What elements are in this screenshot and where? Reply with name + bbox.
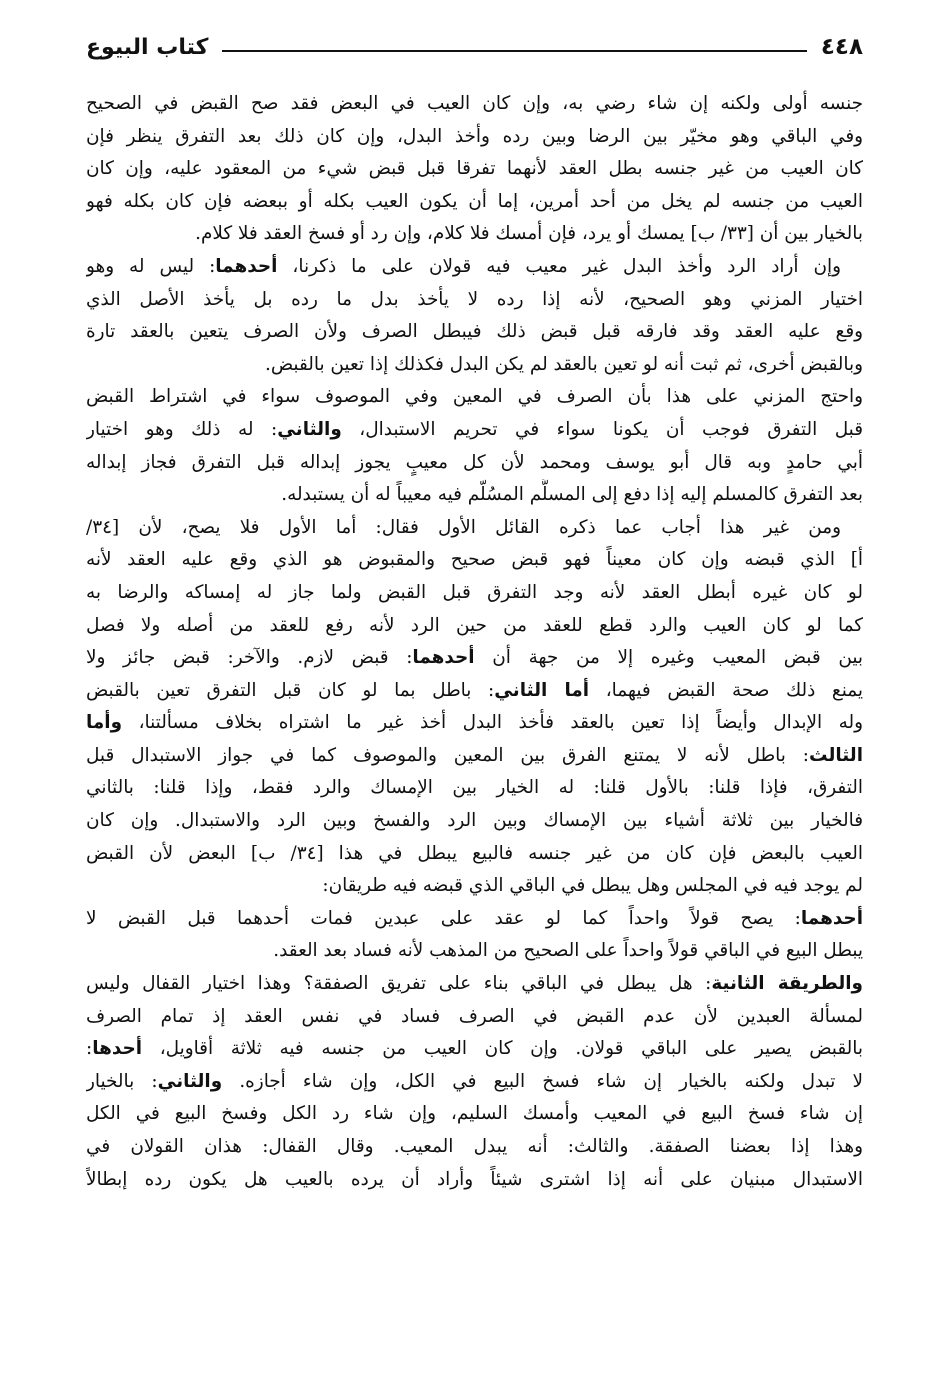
- text-line: [86, 1098, 863, 1131]
- line-text: كان العيب من غير جنسه بطل العقد لأنهما تفرقا قبل قبض شيء من المعقود عليه، وإن كان: [86, 158, 863, 180]
- line-text: وهذا إذا بعضنا الصفقة. والثالث: أنه يبدل المعيب. وقال القفال: هذان القولان في: [86, 1136, 863, 1157]
- text-line: [86, 414, 863, 447]
- line-text: بالقبض يصير على الباقي قولان. وإن كان العيب من جنسه فيه ثلاثة أقاويل،: [159, 1038, 863, 1060]
- bold-keyword: أحدهما: [215, 255, 278, 277]
- text-line: [86, 838, 863, 871]
- line-text: وفي الباقي وهو مخيّر بين الرضا وبين رده وأخذ البدل، وإن كان ذلك بعد التفرق ينظر فإن: [86, 125, 863, 147]
- bold-keyword: أحدهما: [800, 907, 863, 929]
- text-line: [86, 1033, 863, 1066]
- text-line: [86, 610, 863, 643]
- line-text: وإن أراد الرد وأخذ البدل غير معيب فيه قولان على ما ذكرنا،: [292, 255, 841, 277]
- line-text: لو كان غيره أبطل العقد لأنه وجد التفرق قبل القبض ولما جاز له إمساكه والرضا به: [86, 581, 863, 603]
- text-line: [86, 479, 863, 512]
- line-text-after: : باطل لأنه لا يمتنع الفرق بين المعين والموصوف كما في جواز الاستبدال قبل: [86, 744, 809, 766]
- page-number: ٤٤٨: [820, 34, 863, 60]
- bold-keyword: أما الثاني: [494, 679, 590, 701]
- text-line: [86, 870, 863, 903]
- text-line: [86, 1164, 863, 1197]
- text-line: [86, 772, 863, 805]
- bold-keyword: الثالث: [809, 744, 863, 766]
- text-line: [86, 349, 863, 382]
- book-title: كتاب البيوع: [86, 34, 209, 60]
- text-line: [86, 218, 863, 251]
- text-line: [86, 316, 863, 349]
- line-text-after: : له ذلك وهو اختيار: [86, 418, 278, 440]
- line-text: التفرق، فإذا قلنا: بالأول قلنا: له الخيار بين الإمساك والرد فقط، وإذا قلنا: بالثاني: [86, 777, 863, 799]
- line-text-after: : قبض لازم. والآخر: قبض جائز ولا: [86, 647, 413, 669]
- line-text-after: : باطل بما لو كان قبل التفرق تعين بالقبض: [86, 679, 495, 701]
- line-text-after: : ليس له وهو: [86, 255, 216, 277]
- line-text-after: :: [86, 1038, 93, 1060]
- text-line: [86, 805, 863, 838]
- line-text: الاستبدال مبنيان على أنه إذا اشترى شيئاً وأراد أن يرده بالعيب هل يكون رده إبطالاً: [86, 1168, 863, 1190]
- text-line: [86, 935, 863, 968]
- line-text: بين قبض المعيب وغيره إلا من جهة أن: [492, 647, 863, 669]
- line-text: يمنع ذلك صحة القبض فيهما،: [605, 679, 863, 701]
- line-text: أ] الذي قبضه وإن كان معيناً فهو قبض صحيح والمقبوض هو الذي وقع عليه العقد لأنه: [86, 549, 863, 571]
- header-rule: [222, 50, 806, 52]
- line-text: قبل التفرق فوجب أن يكونا سواء في تحريم الاستبدال،: [359, 418, 863, 440]
- text-line: [86, 968, 863, 1001]
- text-line: [86, 544, 863, 577]
- text-line: [86, 642, 863, 675]
- bold-keyword: والثاني: [157, 1070, 223, 1092]
- bold-keyword: وأما: [86, 712, 123, 734]
- line-text: وبالقبض أخرى، ثم ثبت أنه لو تعين بالعقد لم يكن البدل فكذلك إذا تعين بالقبض.: [265, 353, 863, 375]
- text-line: [86, 1066, 863, 1099]
- bold-keyword: والثاني: [277, 418, 342, 440]
- line-text: لا تبدل ولكنه بالخيار إن شاء فسخ البيع في الكل، وإن شاء أجازه.: [239, 1070, 863, 1092]
- text-line: [86, 447, 863, 480]
- text-line: [86, 284, 863, 317]
- line-text: وقع عليه العقد وقد فارقه قبل قبض ذلك فيبطل الصرف ولأن الصرف يتعين بالعقد تارة: [86, 321, 863, 343]
- line-text: إن شاء فسخ البيع في المعيب وأمسك السليم، وإن شاء رد الكل وفسخ البيع في الكل: [86, 1103, 863, 1125]
- bold-keyword: أحدها: [92, 1038, 143, 1060]
- text-line: [86, 903, 863, 936]
- text-line: [86, 153, 863, 186]
- line-text: اختيار المزني وهو الصحيح، لأنه إذا رده لا يأخذ بدل ما رده بل يأخذ الأصل الذي: [86, 288, 863, 310]
- line-text: ومن غير هذا أجاب عما ذكره القائل الأول فقال: أما الأول فلا يصح، لأن [٣٤/: [86, 516, 841, 538]
- line-text: بالخيار بين أن [٣٣/ ب] يمسك أو يرد، فإن أمسك فلا كلام، وإن رد أو فسخ العقد فلا كلام.: [195, 223, 863, 245]
- text-line: [86, 675, 863, 708]
- text-line: [86, 577, 863, 610]
- text-line: [86, 707, 863, 740]
- text-line: [86, 251, 863, 284]
- line-text-after: : هل يبطل في الباقي بناء على تفريق الصفقة؟ وهذا اختيار القفال وليس: [86, 973, 712, 995]
- text-line: [86, 88, 863, 121]
- text-body: [86, 88, 863, 1196]
- running-head: [86, 30, 863, 64]
- bold-keyword: أحدهما: [412, 647, 475, 669]
- line-text-after: : بالخيار: [86, 1070, 158, 1092]
- line-text: العيب بالبعض فإن كان من غير جنسه فالبيع يبطل في هذا [٣٤/ ب] البعض لأن القبض: [86, 842, 863, 864]
- text-line: [86, 1131, 863, 1164]
- text-line: [86, 186, 863, 219]
- line-text-after: : يصح قولاً واحداً كما لو عقد على عبدين فمات أحدهما قبل القبض لا: [86, 907, 801, 929]
- text-line: [86, 740, 863, 773]
- text-line: [86, 121, 863, 154]
- text-line: [86, 381, 863, 414]
- line-text: لم يوجد فيه في المجلس وهل يبطل في الباقي الذي قبضه فيه طريقان:: [322, 875, 863, 897]
- line-text: يبطل البيع في الباقي قولاً واحداً على الصحيح من المذهب لأنه فساد بعد العقد.: [273, 940, 863, 962]
- line-text: بعد التفرق كالمسلم إليه إذا دفع إلى المسلَّم المسُلّم فيه معيباً له أن يستبدله.: [281, 484, 863, 506]
- line-text: واحتج المزني على هذا بأن الصرف في المعين وفي الموصوف سواء في اشتراط القبض: [86, 386, 863, 408]
- line-text: أبي حامدٍ وبه قال أبو يوسف ومحمد لأن كل معيبٍ يجوز إبداله قبل التفرق فجاز إبداله: [86, 451, 863, 473]
- line-text: جنسه أولى ولكنه إن شاء رضي به، وإن كان العيب في البعض فقد صح القبض في الصحيح: [86, 93, 863, 114]
- line-text: وله الإبدال وأيضاً إذا تعين بالعقد فأخذ البدل أخذ غير ما اشتراه بخلاف مسألتنا،: [138, 712, 863, 734]
- bold-keyword: والطريقة الثانية: [711, 973, 863, 995]
- text-line: [86, 512, 863, 545]
- line-text: العيب من جنسه لم يخل من أحد أمرين، إما أن يكون العيب بكله أو ببعضه فإن كان بكله فهو: [86, 190, 863, 212]
- line-text: لمسألة العبدين لأن عدم القبض في الصرف فساد في نفس العقد إذ تمام الصرف: [86, 1005, 863, 1027]
- line-text: كما لو كان العيب والرد قطع للعقد من حين الرد لأنه رفع للعقد من أصله ولا فصل: [86, 614, 863, 636]
- text-line: [86, 1001, 863, 1034]
- line-text: فالخيار بين ثلاثة أشياء بين الإمساك وبين الرد والفسخ وبين الرد والاستبدال. وإن كان: [86, 810, 863, 832]
